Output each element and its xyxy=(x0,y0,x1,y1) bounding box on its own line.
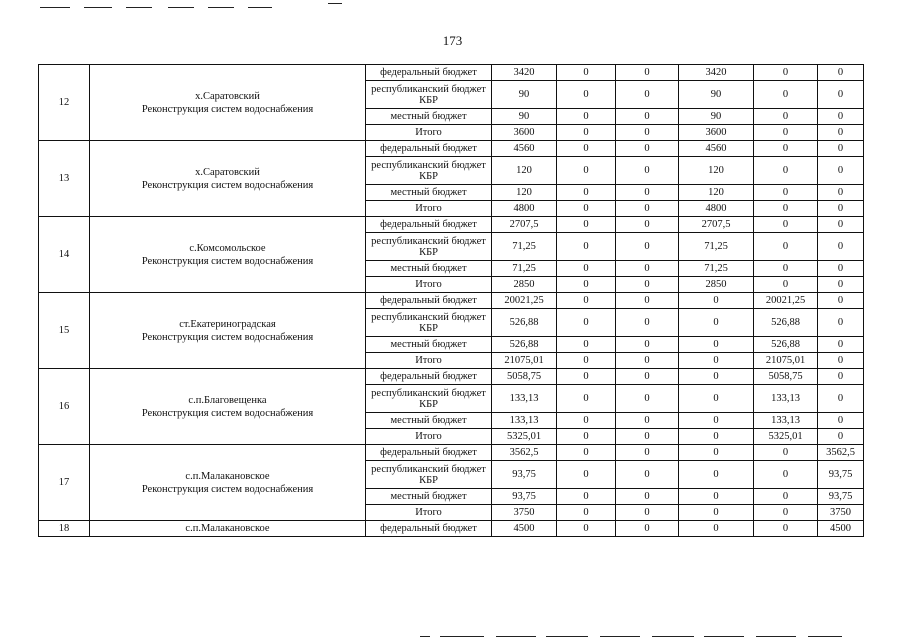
amount-cell: 0 xyxy=(616,261,679,277)
funding-source: Итого xyxy=(366,125,492,141)
row-number: 16 xyxy=(39,369,90,445)
amount-cell: 0 xyxy=(818,233,864,261)
amount-cell: 0 xyxy=(818,125,864,141)
amount-cell: 133,13 xyxy=(754,385,818,413)
amount-cell: 0 xyxy=(818,293,864,309)
amount-cell: 0 xyxy=(557,385,616,413)
amount-cell: 5058,75 xyxy=(754,369,818,385)
funding-source: федеральный бюджет xyxy=(366,445,492,461)
amount-cell: 0 xyxy=(557,185,616,201)
funding-source: республиканский бюджет КБР xyxy=(366,461,492,489)
amount-cell: 2850 xyxy=(492,277,557,293)
object-cell xyxy=(90,521,366,537)
amount-cell: 0 xyxy=(557,505,616,521)
amount-cell: 3562,5 xyxy=(492,445,557,461)
amount-cell: 0 xyxy=(616,141,679,157)
funding-source: республиканский бюджет КБР xyxy=(366,309,492,337)
amount-cell: 5058,75 xyxy=(492,369,557,385)
amount-cell: 0 xyxy=(818,385,864,413)
amount-cell: 0 xyxy=(557,157,616,185)
funding-source: местный бюджет xyxy=(366,337,492,353)
amount-cell: 3420 xyxy=(679,65,754,81)
funding-source: республиканский бюджет КБР xyxy=(366,81,492,109)
funding-source: местный бюджет xyxy=(366,261,492,277)
amount-cell: 2850 xyxy=(679,277,754,293)
amount-cell: 0 xyxy=(616,521,679,537)
funding-source: местный бюджет xyxy=(366,109,492,125)
amount-cell: 0 xyxy=(616,81,679,109)
project-name: Реконструкция систем водоснабжения xyxy=(141,255,314,267)
page-number: 173 xyxy=(442,33,463,48)
amount-cell: 0 xyxy=(818,353,864,369)
amount-cell: 0 xyxy=(616,109,679,125)
row-number: 12 xyxy=(39,65,90,141)
amount-cell: 4560 xyxy=(492,141,557,157)
funding-source: федеральный бюджет xyxy=(366,141,492,157)
table-row xyxy=(39,65,864,81)
amount-cell: 0 xyxy=(754,445,818,461)
amount-cell: 3600 xyxy=(679,125,754,141)
amount-cell: 0 xyxy=(754,125,818,141)
amount-cell: 5325,01 xyxy=(492,429,557,445)
settlement-name: с.п.Малакановское xyxy=(185,523,270,534)
table-row xyxy=(39,521,864,537)
amount-cell: 0 xyxy=(679,413,754,429)
funding-source: федеральный бюджет xyxy=(366,65,492,81)
amount-cell: 0 xyxy=(557,125,616,141)
row-number: 14 xyxy=(39,217,90,293)
funding-source: Итого xyxy=(366,201,492,217)
amount-cell: 0 xyxy=(616,353,679,369)
amount-cell: 0 xyxy=(616,185,679,201)
amount-cell: 0 xyxy=(679,521,754,537)
amount-cell: 0 xyxy=(557,429,616,445)
amount-cell: 0 xyxy=(754,489,818,505)
amount-cell: 0 xyxy=(557,353,616,369)
amount-cell: 3750 xyxy=(492,505,557,521)
amount-cell: 0 xyxy=(616,157,679,185)
amount-cell: 3750 xyxy=(818,505,864,521)
amount-cell: 0 xyxy=(557,277,616,293)
amount-cell: 0 xyxy=(616,505,679,521)
amount-cell: 0 xyxy=(557,293,616,309)
amount-cell: 0 xyxy=(679,337,754,353)
amount-cell: 0 xyxy=(754,521,818,537)
table-row xyxy=(39,141,864,157)
amount-cell: 93,75 xyxy=(492,489,557,505)
amount-cell: 0 xyxy=(679,369,754,385)
amount-cell: 0 xyxy=(818,337,864,353)
project-name: Реконструкция систем водоснабжения xyxy=(141,483,314,495)
amount-cell: 4800 xyxy=(492,201,557,217)
table-row xyxy=(39,369,864,385)
amount-cell: 0 xyxy=(616,217,679,233)
table-row xyxy=(39,445,864,461)
project-name: Реконструкция систем водоснабжения xyxy=(141,331,314,343)
amount-cell: 21075,01 xyxy=(492,353,557,369)
budget-table-wrapper xyxy=(38,64,863,537)
funding-source: Итого xyxy=(366,277,492,293)
amount-cell: 0 xyxy=(818,309,864,337)
amount-cell: 0 xyxy=(616,489,679,505)
amount-cell: 3420 xyxy=(492,65,557,81)
amount-cell: 0 xyxy=(818,369,864,385)
amount-cell: 90 xyxy=(492,109,557,125)
funding-source: местный бюджет xyxy=(366,489,492,505)
funding-source: федеральный бюджет xyxy=(366,217,492,233)
amount-cell: 0 xyxy=(754,233,818,261)
amount-cell: 4500 xyxy=(818,521,864,537)
amount-cell: 90 xyxy=(679,109,754,125)
amount-cell: 0 xyxy=(616,369,679,385)
amount-cell: 20021,25 xyxy=(492,293,557,309)
funding-source: республиканский бюджет КБР xyxy=(366,385,492,413)
amount-cell: 20021,25 xyxy=(754,293,818,309)
amount-cell: 0 xyxy=(754,505,818,521)
amount-cell: 0 xyxy=(616,201,679,217)
project-name: Реконструкция систем водоснабжения xyxy=(141,407,314,419)
amount-cell: 71,25 xyxy=(492,233,557,261)
amount-cell: 4800 xyxy=(679,201,754,217)
amount-cell: 0 xyxy=(754,185,818,201)
amount-cell: 71,25 xyxy=(679,261,754,277)
amount-cell: 0 xyxy=(754,109,818,125)
amount-cell: 0 xyxy=(754,81,818,109)
project-name: Реконструкция систем водоснабжения xyxy=(141,179,314,191)
table-row xyxy=(39,293,864,309)
amount-cell: 0 xyxy=(557,489,616,505)
funding-source: федеральный бюджет xyxy=(366,521,492,537)
amount-cell: 0 xyxy=(679,489,754,505)
budget-table xyxy=(38,64,864,537)
amount-cell: 0 xyxy=(754,141,818,157)
amount-cell: 3562,5 xyxy=(818,445,864,461)
amount-cell: 90 xyxy=(492,81,557,109)
amount-cell: 0 xyxy=(818,261,864,277)
amount-cell: 93,75 xyxy=(818,461,864,489)
amount-cell: 120 xyxy=(492,185,557,201)
amount-cell: 0 xyxy=(557,141,616,157)
amount-cell: 133,13 xyxy=(754,413,818,429)
amount-cell: 0 xyxy=(679,385,754,413)
amount-cell: 0 xyxy=(754,461,818,489)
amount-cell: 0 xyxy=(557,201,616,217)
amount-cell: 71,25 xyxy=(492,261,557,277)
funding-source: Итого xyxy=(366,429,492,445)
object-cell xyxy=(90,141,366,217)
settlement-name: с.Комсомольское xyxy=(189,242,266,254)
object-cell xyxy=(90,293,366,369)
settlement-name: ст.Екатериноградская xyxy=(179,318,276,330)
amount-cell: 0 xyxy=(616,233,679,261)
amount-cell: 71,25 xyxy=(679,233,754,261)
row-number: 18 xyxy=(39,521,90,537)
amount-cell: 0 xyxy=(754,65,818,81)
funding-source: Итого xyxy=(366,353,492,369)
amount-cell: 0 xyxy=(679,309,754,337)
amount-cell: 0 xyxy=(818,109,864,125)
amount-cell: 0 xyxy=(557,109,616,125)
amount-cell: 133,13 xyxy=(492,413,557,429)
amount-cell: 0 xyxy=(818,81,864,109)
amount-cell: 0 xyxy=(557,521,616,537)
object-cell xyxy=(90,369,366,445)
amount-cell: 0 xyxy=(557,445,616,461)
amount-cell: 526,88 xyxy=(754,309,818,337)
amount-cell: 0 xyxy=(557,65,616,81)
settlement-name: х.Саратовский xyxy=(195,90,260,102)
funding-source: местный бюджет xyxy=(366,413,492,429)
amount-cell: 5325,01 xyxy=(754,429,818,445)
table-body xyxy=(39,65,864,537)
amount-cell: 0 xyxy=(557,261,616,277)
object-cell xyxy=(90,65,366,141)
amount-cell: 0 xyxy=(557,81,616,109)
settlement-name: с.п.Малакановское xyxy=(185,470,270,482)
amount-cell: 90 xyxy=(679,81,754,109)
funding-source: республиканский бюджет КБР xyxy=(366,157,492,185)
amount-cell: 0 xyxy=(557,337,616,353)
amount-cell: 526,88 xyxy=(754,337,818,353)
amount-cell: 120 xyxy=(679,185,754,201)
settlement-name: х.Саратовский xyxy=(195,166,260,178)
amount-cell: 3600 xyxy=(492,125,557,141)
row-number: 17 xyxy=(39,445,90,521)
funding-source: Итого xyxy=(366,505,492,521)
amount-cell: 0 xyxy=(818,157,864,185)
amount-cell: 120 xyxy=(492,157,557,185)
amount-cell: 120 xyxy=(679,157,754,185)
amount-cell: 133,13 xyxy=(492,385,557,413)
row-number: 13 xyxy=(39,141,90,217)
amount-cell: 0 xyxy=(754,201,818,217)
amount-cell: 0 xyxy=(557,369,616,385)
amount-cell: 0 xyxy=(679,461,754,489)
amount-cell: 0 xyxy=(754,277,818,293)
amount-cell: 0 xyxy=(616,125,679,141)
amount-cell: 93,75 xyxy=(492,461,557,489)
amount-cell: 2707,5 xyxy=(492,217,557,233)
amount-cell: 0 xyxy=(557,461,616,489)
amount-cell: 0 xyxy=(557,413,616,429)
amount-cell: 526,88 xyxy=(492,309,557,337)
amount-cell: 0 xyxy=(616,277,679,293)
amount-cell: 0 xyxy=(679,293,754,309)
settlement-name: с.п.Благовещенка xyxy=(188,394,267,406)
amount-cell: 0 xyxy=(616,429,679,445)
amount-cell: 0 xyxy=(616,293,679,309)
project-name: Реконструкция систем водоснабжения xyxy=(141,103,314,115)
amount-cell: 93,75 xyxy=(818,489,864,505)
amount-cell: 0 xyxy=(616,445,679,461)
amount-cell: 0 xyxy=(818,429,864,445)
amount-cell: 4560 xyxy=(679,141,754,157)
amount-cell: 0 xyxy=(818,277,864,293)
funding-source: федеральный бюджет xyxy=(366,369,492,385)
amount-cell: 0 xyxy=(557,309,616,337)
amount-cell: 2707,5 xyxy=(679,217,754,233)
amount-cell: 0 xyxy=(679,505,754,521)
amount-cell: 0 xyxy=(754,217,818,233)
amount-cell: 0 xyxy=(616,337,679,353)
object-cell xyxy=(90,217,366,293)
amount-cell: 0 xyxy=(616,309,679,337)
amount-cell: 4500 xyxy=(492,521,557,537)
amount-cell: 0 xyxy=(818,141,864,157)
amount-cell: 0 xyxy=(818,185,864,201)
amount-cell: 21075,01 xyxy=(754,353,818,369)
amount-cell: 0 xyxy=(616,385,679,413)
amount-cell: 0 xyxy=(557,217,616,233)
object-cell xyxy=(90,445,366,521)
amount-cell: 526,88 xyxy=(492,337,557,353)
amount-cell: 0 xyxy=(679,445,754,461)
amount-cell: 0 xyxy=(616,413,679,429)
amount-cell: 0 xyxy=(818,217,864,233)
amount-cell: 0 xyxy=(754,157,818,185)
amount-cell: 0 xyxy=(557,233,616,261)
amount-cell: 0 xyxy=(679,353,754,369)
row-number: 15 xyxy=(39,293,90,369)
amount-cell: 0 xyxy=(679,429,754,445)
funding-source: местный бюджет xyxy=(366,185,492,201)
amount-cell: 0 xyxy=(818,413,864,429)
amount-cell: 0 xyxy=(616,461,679,489)
amount-cell: 0 xyxy=(616,65,679,81)
funding-source: федеральный бюджет xyxy=(366,293,492,309)
amount-cell: 0 xyxy=(754,261,818,277)
table-row xyxy=(39,217,864,233)
funding-source: республиканский бюджет КБР xyxy=(366,233,492,261)
amount-cell: 0 xyxy=(818,201,864,217)
amount-cell: 0 xyxy=(818,65,864,81)
